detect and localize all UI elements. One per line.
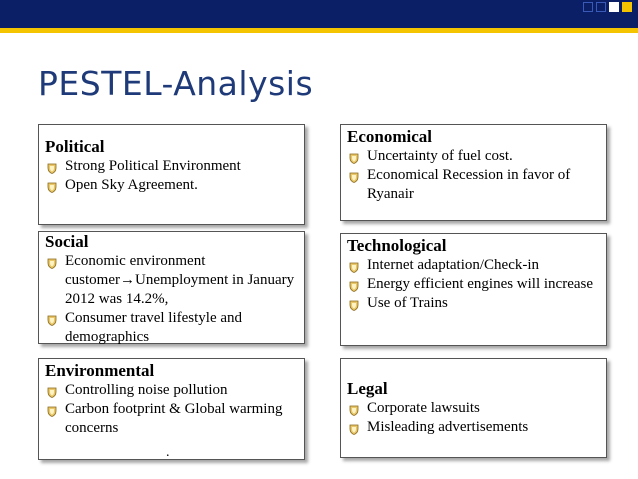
economical-box bbox=[340, 124, 607, 221]
crest-bullet-icon bbox=[47, 256, 57, 267]
environmental-box bbox=[38, 358, 305, 460]
accent-strip bbox=[0, 28, 638, 33]
list-item: Corporate lawsuits bbox=[347, 399, 600, 418]
environmental-heading: Environmental bbox=[45, 361, 155, 380]
decorative-squares bbox=[583, 2, 632, 12]
slide-title: PESTEL-Analysis bbox=[38, 64, 314, 103]
legal-heading: Legal bbox=[347, 379, 388, 398]
list-item: Economical Recession in favor of Ryanair bbox=[347, 166, 600, 204]
technological-list bbox=[347, 256, 600, 313]
list-item: Use of Trains bbox=[347, 294, 600, 313]
list-item: Misleading advertisements bbox=[347, 418, 600, 437]
crest-bullet-icon bbox=[47, 313, 57, 324]
crest-bullet-icon bbox=[349, 403, 359, 414]
economical-heading: Economical bbox=[347, 127, 432, 146]
crest-bullet-icon bbox=[349, 260, 359, 271]
crest-bullet-icon bbox=[349, 298, 359, 309]
list-item: Controlling noise pollution bbox=[45, 381, 298, 400]
stray-mark: . bbox=[166, 445, 170, 460]
environmental-list bbox=[45, 381, 298, 438]
list-item: Consumer travel lifestyle and demographics bbox=[45, 309, 298, 347]
political-box bbox=[38, 124, 305, 225]
list-item: Carbon footprint & Global warming concerns bbox=[45, 400, 298, 438]
political-list bbox=[45, 157, 298, 195]
social-list bbox=[45, 252, 298, 347]
crest-bullet-icon bbox=[349, 422, 359, 433]
crest-bullet-icon bbox=[47, 180, 57, 191]
crest-bullet-icon bbox=[349, 151, 359, 162]
header-bar bbox=[0, 0, 638, 28]
social-heading: Social bbox=[45, 232, 89, 251]
list-item: Uncertainty of fuel cost. bbox=[347, 147, 600, 166]
crest-bullet-icon bbox=[47, 161, 57, 172]
technological-box bbox=[340, 233, 607, 346]
social-box bbox=[38, 231, 305, 344]
economical-list bbox=[347, 147, 600, 204]
legal-box bbox=[340, 358, 607, 458]
crest-bullet-icon bbox=[349, 279, 359, 290]
crest-bullet-icon bbox=[47, 385, 57, 396]
list-item: Open Sky Agreement. bbox=[45, 176, 298, 195]
political-heading: Political bbox=[45, 137, 105, 156]
crest-bullet-icon bbox=[349, 170, 359, 181]
list-item: Internet adaptation/Check-in bbox=[347, 256, 600, 275]
list-item: Energy efficient engines will increase bbox=[347, 275, 600, 294]
technological-heading: Technological bbox=[347, 236, 447, 255]
list-item: Economic environment customer→Unemployment in January 2012 was 14.2%, bbox=[45, 252, 298, 309]
list-item: Strong Political Environment bbox=[45, 157, 298, 176]
crest-bullet-icon bbox=[47, 404, 57, 415]
legal-list bbox=[347, 399, 600, 437]
